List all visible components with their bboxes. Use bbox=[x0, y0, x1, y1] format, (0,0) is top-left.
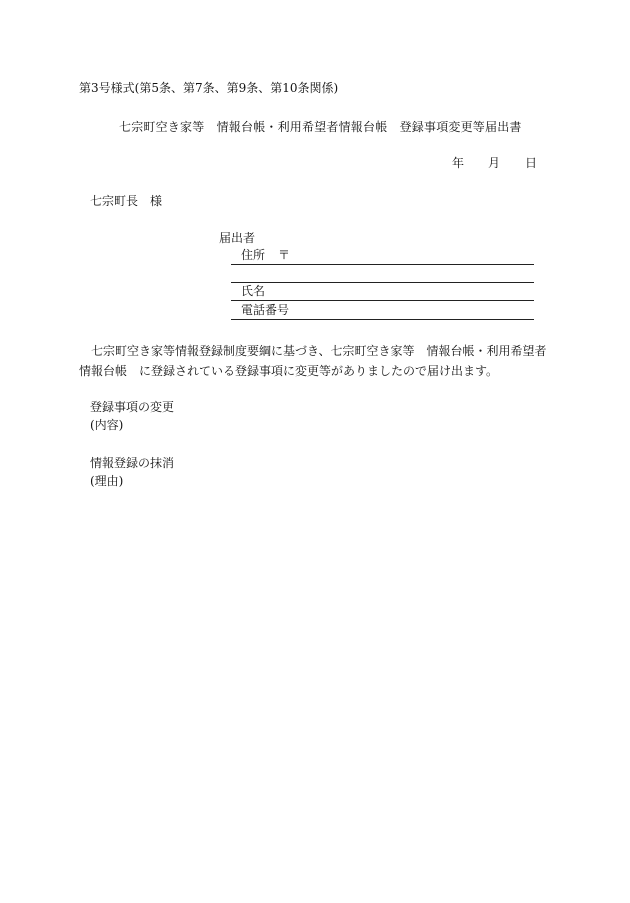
address-field bbox=[231, 248, 534, 265]
cancel-section-reason-label: (理由) bbox=[90, 474, 124, 488]
name-label: 氏名 bbox=[241, 284, 266, 298]
phone-label: 電話番号 bbox=[241, 303, 290, 317]
address-label: 住所 bbox=[241, 248, 266, 262]
document-title: 七宗町空き家等 情報台帳・利用希望者情報台帳 登録事項変更等届出書 bbox=[119, 120, 522, 134]
notifier-label: 届出者 bbox=[219, 231, 256, 245]
date-row bbox=[452, 155, 538, 171]
form-number: 第3号様式(第5条、第7条、第9条、第10条関係) bbox=[79, 81, 339, 95]
date-day-label: 日 bbox=[525, 156, 538, 170]
cancel-section-title: 情報登録の抹消 bbox=[90, 456, 175, 470]
change-section-content-label: (内容) bbox=[90, 418, 124, 432]
date-year-label: 年 bbox=[452, 156, 465, 170]
date-month-label: 月 bbox=[488, 156, 501, 170]
phone-field bbox=[231, 303, 534, 320]
body-paragraph: 七宗町空き家等情報登録制度要綱に基づき、七宗町空き家等 情報台帳・利用希望者情報台帳 に登録されている登録事項に変更等がありましたので届け出ます。 bbox=[79, 344, 547, 378]
change-section-title: 登録事項の変更 bbox=[90, 400, 175, 414]
address-field-line-2 bbox=[231, 266, 534, 283]
postal-mark: 〒 bbox=[278, 248, 291, 262]
addressee: 七宗町長 様 bbox=[90, 194, 163, 208]
name-field bbox=[231, 284, 534, 301]
